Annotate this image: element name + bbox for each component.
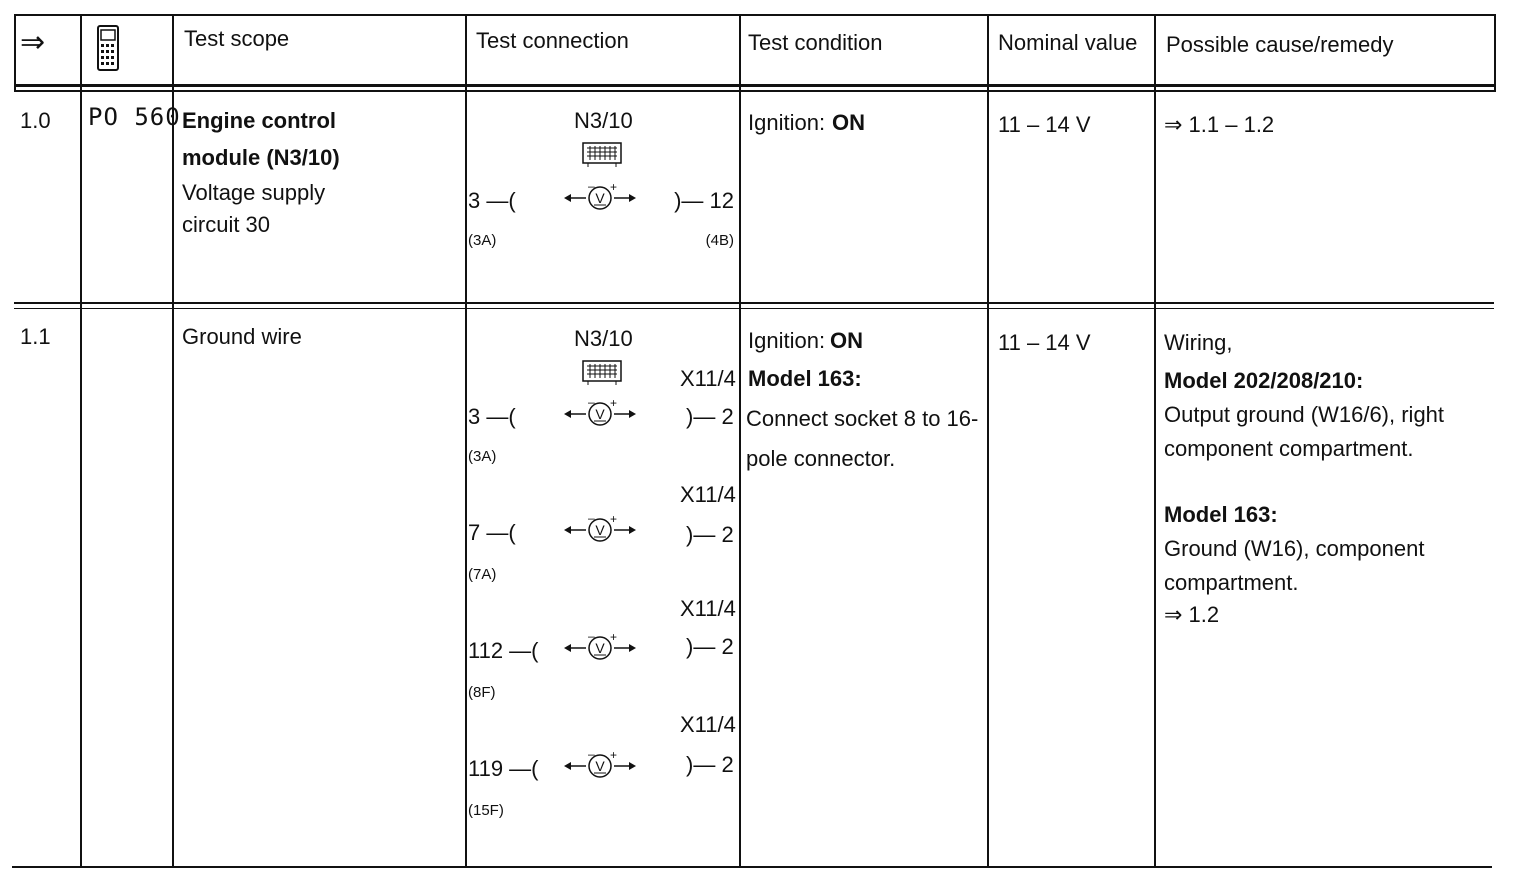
- remedy-line-2: Output ground (W16/6), right: [1164, 402, 1445, 427]
- scope-line-1: Voltage supply: [182, 180, 326, 205]
- scope-title-line-1: Engine control: [182, 108, 336, 133]
- header-test-scope: Test scope: [184, 26, 290, 51]
- svg-text:+: +: [610, 398, 618, 410]
- condition-label-2: Ignition:: [748, 328, 826, 353]
- left-pin-sub-1: (3A): [468, 448, 497, 465]
- remedy-line-3: component compartment.: [1164, 436, 1414, 461]
- remedy-model-1: Model 202/208/210:: [1164, 368, 1364, 393]
- remedy-line-4: Ground (W16), component: [1164, 536, 1425, 561]
- x-connector-label-1: X11/4: [680, 366, 736, 391]
- col-border-right: [1494, 14, 1496, 92]
- header-double-border: [14, 90, 1496, 92]
- left-pin-4: 119 —(: [468, 756, 539, 781]
- svg-text:V: V: [595, 758, 605, 774]
- scope-ground-wire: Ground wire: [182, 324, 302, 349]
- left-pin-2: 7 —(: [468, 520, 516, 545]
- voltmeter-icon-4: [562, 750, 638, 787]
- svg-text:V: V: [595, 406, 605, 422]
- remedy-line-6: ⇒ 1.2: [1164, 602, 1220, 627]
- module-label-2: N3/10: [574, 326, 633, 351]
- header-test-condition: Test condition: [748, 30, 883, 55]
- row-divider-2: [14, 308, 1494, 309]
- right-pin: )— 12: [674, 188, 734, 213]
- condition-value-2: ON: [830, 328, 863, 353]
- left-pin-sub-2: (7A): [468, 566, 497, 583]
- condition-model: Model 163:: [748, 366, 862, 391]
- col-border-5: [987, 14, 989, 868]
- right-pin-2: )— 2: [686, 522, 734, 547]
- col-border-6: [1154, 14, 1156, 868]
- module-label: N3/10: [574, 108, 633, 133]
- arrow-header: ⇒: [20, 26, 46, 59]
- test-connection-diagram: [466, 106, 738, 249]
- col-border-left: [14, 14, 16, 90]
- left-pin-1: 3 —(: [468, 404, 516, 429]
- control-module-icon-2: [582, 360, 622, 391]
- x-connector-label-3: X11/4: [680, 596, 736, 621]
- x-connector-label-2: X11/4: [680, 482, 736, 507]
- col-border-1: [80, 14, 82, 868]
- header-bottom-border: [14, 84, 1496, 87]
- condition-value: ON: [832, 110, 865, 135]
- col-border-4: [739, 14, 741, 868]
- svg-text:V: V: [595, 640, 605, 656]
- voltmeter-icon-3: [562, 632, 638, 669]
- svg-text:+: +: [610, 182, 618, 194]
- nominal-value: 11 – 14 V: [998, 112, 1091, 137]
- header-nominal-value: Nominal value: [998, 30, 1138, 55]
- left-pin: 3 —(: [468, 188, 516, 213]
- right-pin-sub: (4B): [705, 232, 734, 249]
- remedy-line-1: Wiring,: [1164, 330, 1233, 355]
- left-pin-sub-4: (15F): [468, 802, 504, 819]
- svg-text:V: V: [595, 522, 605, 538]
- fault-code: PO 560: [88, 103, 181, 131]
- control-module-icon: [582, 142, 622, 173]
- svg-text:–: –: [588, 514, 595, 525]
- nominal-value-2: 11 – 14 V: [998, 330, 1091, 355]
- svg-text:–: –: [588, 398, 595, 409]
- remedy: ⇒ 1.1 – 1.2: [1164, 112, 1275, 137]
- condition-text-2: pole connector.: [746, 446, 896, 471]
- x-connector-label-4: X11/4: [680, 712, 736, 737]
- left-pin-3: 112 —(: [468, 638, 539, 663]
- svg-text:+: +: [610, 750, 618, 762]
- table-bottom-border: [12, 866, 1492, 868]
- step-number-2: 1.1: [20, 324, 51, 349]
- scope-title-line-2: module (N3/10): [182, 145, 340, 170]
- header-possible-cause: Possible cause/remedy: [1166, 32, 1394, 57]
- voltmeter-icon-1: [562, 398, 638, 435]
- left-pin-sub-3: (8F): [468, 684, 496, 701]
- row-divider: [14, 302, 1494, 304]
- right-pin-3: )— 2: [686, 634, 734, 659]
- remedy-line-5: compartment.: [1164, 570, 1299, 595]
- table-top-border: [14, 14, 1496, 16]
- condition-text-1: Connect socket 8 to 16-: [746, 406, 979, 431]
- step-number: 1.0: [20, 108, 51, 133]
- voltmeter-icon-2: [562, 514, 638, 551]
- voltmeter-icon: [562, 182, 638, 219]
- diagnostic-tester-icon: [96, 24, 120, 77]
- right-pin-4: )— 2: [686, 752, 734, 777]
- svg-text:+: +: [610, 514, 618, 526]
- svg-text:–: –: [588, 750, 595, 761]
- svg-text:–: –: [588, 632, 595, 643]
- svg-text:–: –: [588, 182, 595, 193]
- svg-text:+: +: [610, 632, 618, 644]
- col-border-2: [172, 14, 174, 868]
- scope-line-2: circuit 30: [182, 212, 271, 237]
- condition-label: Ignition:: [748, 110, 826, 135]
- left-pin-sub: (3A): [468, 232, 497, 249]
- right-pin-1: )— 2: [686, 404, 734, 429]
- svg-text:V: V: [595, 190, 605, 206]
- header-test-connection: Test connection: [476, 28, 629, 53]
- remedy-model-2: Model 163:: [1164, 502, 1278, 527]
